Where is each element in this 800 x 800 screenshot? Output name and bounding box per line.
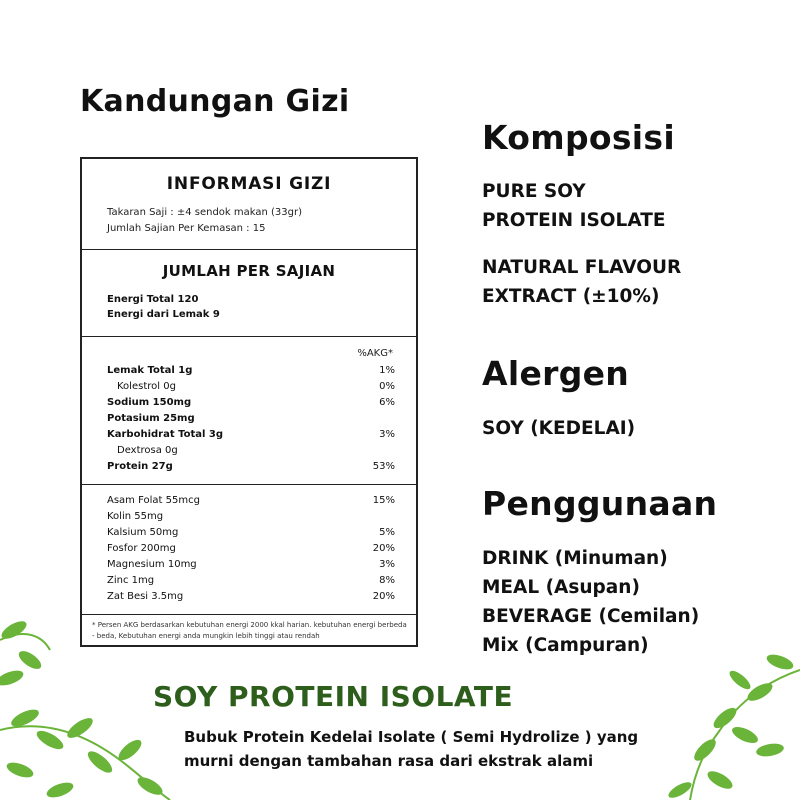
nutrient-akg: 3%	[379, 429, 395, 440]
nutrient-akg: 0%	[379, 381, 395, 392]
nutrition-facts-panel	[80, 157, 418, 647]
composition-line: PROTEIN ISOLATE	[482, 210, 666, 231]
serving-size: Takaran Saji : ±4 sendok makan (33gr)	[107, 207, 303, 218]
nutrient-label: Magnesium 10mg	[107, 559, 197, 570]
composition-line: EXTRACT (±10%)	[482, 286, 660, 307]
leaf-vine-right-icon	[650, 640, 800, 800]
nutrient-label: Karbohidrat Total 3g	[107, 429, 224, 440]
nutrient-row	[107, 413, 395, 427]
composition-item	[482, 253, 681, 311]
nutrient-row	[107, 397, 395, 411]
nutrient-row	[107, 381, 395, 395]
nutrient-label: Zinc 1mg	[107, 575, 155, 586]
usage-heading: Penggunaan	[482, 484, 718, 523]
leaf-vine-left-icon	[0, 600, 180, 800]
nutrient-akg: 20%	[372, 543, 395, 554]
usage-item: BEVERAGE (Cemilan)	[482, 606, 700, 627]
composition-heading: Komposisi	[482, 118, 675, 157]
nutrient-akg: 8%	[379, 575, 395, 586]
micronutrient-section	[82, 484, 416, 614]
nutrient-akg: 5%	[379, 527, 395, 538]
nutrient-akg: 15%	[372, 495, 395, 506]
servings-per-pack: Jumlah Sajian Per Kemasan : 15	[107, 223, 266, 234]
nutrient-row	[107, 445, 395, 459]
nutrient-label: Sodium 150mg	[107, 397, 192, 408]
usage-item: DRINK (Minuman)	[482, 548, 668, 569]
nutrient-row	[107, 429, 395, 443]
nutrient-label: Asam Folat 55mcg	[107, 495, 200, 506]
nutrient-row	[107, 575, 395, 589]
nutrient-label: Protein 27g	[107, 461, 173, 472]
nutrient-label: Dextrosa 0g	[117, 445, 178, 456]
nutrient-akg: 3%	[379, 559, 395, 570]
macronutrient-section	[82, 336, 416, 484]
nutrient-label: Kolestrol 0g	[117, 381, 176, 392]
nutrient-row	[107, 461, 395, 475]
nutrient-row	[107, 365, 395, 379]
product-description-line: murni dengan tambahan rasa dari ekstrak alami	[184, 752, 594, 770]
per-serving-section	[82, 249, 416, 336]
composition-line: NATURAL FLAVOUR	[482, 257, 682, 278]
page-title: Kandungan Gizi	[80, 84, 350, 119]
energy-total: Energi Total 120	[107, 294, 199, 305]
nutrient-row	[107, 527, 395, 541]
akg-header: %AKG*	[357, 348, 393, 359]
energy-from-fat: Energi dari Lemak 9	[107, 309, 220, 320]
allergen-heading: Alergen	[482, 354, 630, 393]
nutrient-akg: 6%	[379, 397, 395, 408]
nutrient-label: Kalsium 50mg	[107, 527, 179, 538]
nutrition-title: INFORMASI GIZI	[166, 174, 332, 194]
nutrient-label: Zat Besi 3.5mg	[107, 591, 184, 602]
per-serving-title: JUMLAH PER SAJIAN	[162, 262, 336, 280]
product-title: SOY PROTEIN ISOLATE	[153, 680, 514, 713]
akg-footnote: * Persen AKG berdasarkan kebutuhan energi 2000 kkal harian. kebutuhan energi berbeda - beda, Kebutuhan energi anda mungkin lebih tinggi atau rendah	[92, 621, 407, 640]
nutrition-header-section	[82, 159, 416, 249]
composition-line: PURE SOY	[482, 181, 586, 202]
nutrient-label: Fosfor 200mg	[107, 543, 176, 554]
product-description-line: Bubuk Protein Kedelai Isolate ( Semi Hydrolize ) yang	[184, 728, 639, 746]
nutrient-label: Kolin 55mg	[107, 511, 164, 522]
nutrient-akg: 20%	[372, 591, 395, 602]
nutrient-akg: 53%	[372, 461, 395, 472]
nutrient-row	[107, 559, 395, 573]
usage-item: Mix (Campuran)	[482, 635, 649, 656]
usage-item: MEAL (Asupan)	[482, 577, 640, 598]
nutrient-label: Potasium 25mg	[107, 413, 195, 424]
nutrient-akg: 1%	[379, 365, 395, 376]
composition-item	[482, 177, 665, 235]
nutrient-row	[107, 511, 395, 525]
nutrient-row	[107, 495, 395, 509]
allergen-text: SOY (KEDELAI)	[482, 418, 636, 439]
nutrient-label: Lemak Total 1g	[107, 365, 193, 376]
nutrient-row	[107, 543, 395, 557]
